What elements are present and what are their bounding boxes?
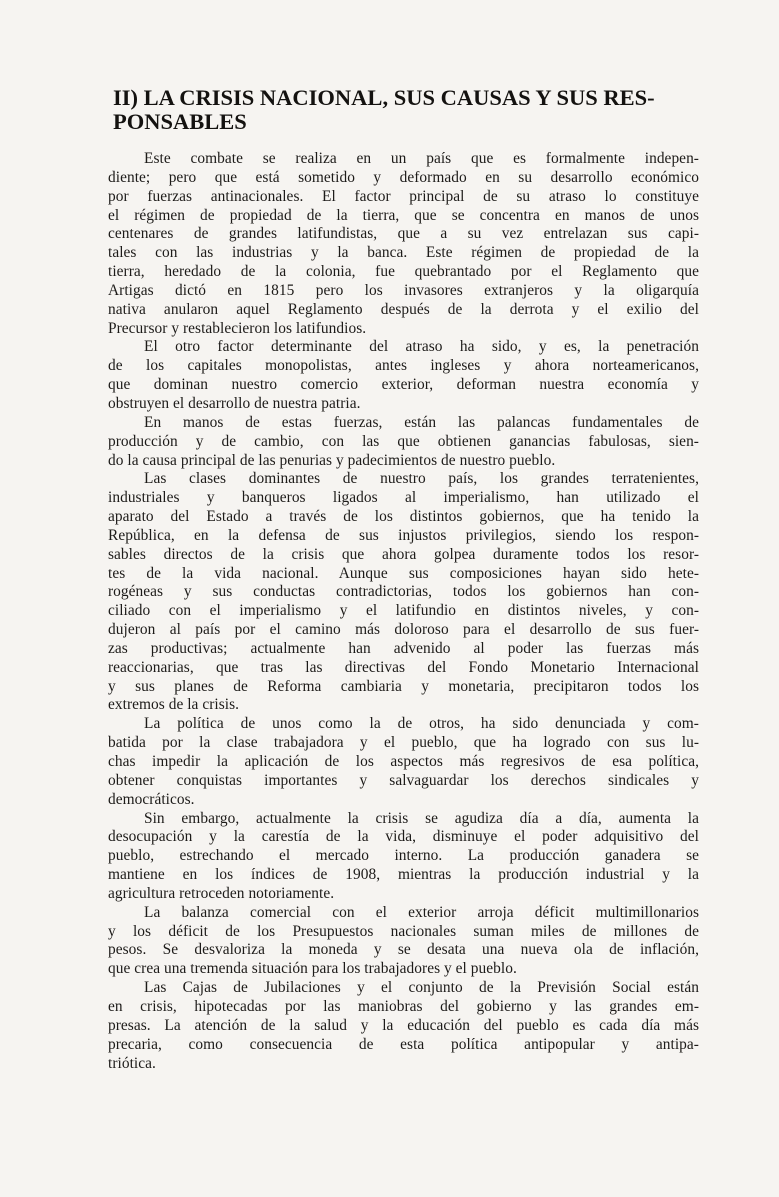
text-line: ciliado con el imperialismo y el latifundio en distintos niveles, y con-	[108, 602, 699, 620]
text-line: batida por la clase trabajadora y el pueblo, que ha logrado con sus lu-	[108, 734, 699, 752]
text-line: el régimen de propiedad de la tierra, que se concentra en manos de unos	[108, 206, 699, 224]
heading-line: II) LA CRISIS NACIONAL, SUS CAUSAS Y SUS RES-	[113, 85, 655, 110]
text-line: pueblo, estrechando el mercado interno. La producción ganadera se	[108, 847, 699, 865]
text-line: extremos de la crisis.	[108, 696, 240, 714]
text-line: industriales y banqueros ligados al imperialismo, han utilizado el	[108, 489, 699, 507]
text-line: mantiene en los índices de 1908, mientras la producción industrial y la	[108, 866, 699, 884]
text-line: Precursor y restablecieron los latifundios.	[108, 319, 367, 337]
text-line: República, en la defensa de sus injustos privilegios, siendo los respon-	[108, 526, 699, 544]
text-line: Las Cajas de Jubilaciones y el conjunto de la Previsión Social están	[144, 979, 699, 997]
text-line: El otro factor determinante del atraso ha sido, y es, la penetración	[144, 338, 699, 356]
text-line: producción y de cambio, con las que obtienen ganancias fabulosas, sien-	[108, 432, 699, 450]
text-line: obstruyen el desarrollo de nuestra patria.	[108, 394, 361, 412]
text-line: triótica.	[108, 1054, 156, 1072]
text-line: y los déficit de los Presupuestos nacionales suman miles de millones de	[108, 922, 699, 940]
text-line: sables directos de la crisis que ahora golpea duramente todos los resor-	[108, 545, 699, 563]
text-line: do la causa principal de las penurias y padecimientos de nuestro pueblo.	[108, 451, 556, 469]
paragraph	[108, 470, 699, 715]
text-line: Este combate se realiza en un país que es formalmente indepen-	[144, 150, 699, 167]
text-line: rogéneas y sus conductas contradictorias, todos los gobiernos han con-	[108, 583, 699, 601]
section-heading	[113, 86, 713, 134]
paragraph	[108, 414, 699, 471]
text-line: presas. La atención de la salud y la educación del pueblo es cada día más	[108, 1016, 699, 1034]
paragraph	[108, 150, 699, 338]
text-line: chas impedir la aplicación de los aspectos más regresivos de esa política,	[108, 753, 699, 770]
text-line: Las clases dominantes de nuestro país, los grandes terratenientes,	[144, 470, 699, 488]
text-line: dujeron al país por el camino más doloroso para el desarrollo de sus fuer-	[108, 621, 699, 639]
text-line: agricultura retroceden notoriamente.	[108, 884, 335, 902]
text-line: reaccionarias, que tras las directivas del Fondo Monetario Internacional	[108, 658, 699, 676]
paragraph	[108, 810, 699, 904]
text-line: La balanza comercial con el exterior arroja déficit multimillonarios	[144, 903, 699, 921]
text-line: En manos de estas fuerzas, están las palancas fundamentales de	[144, 413, 699, 431]
text-line: tales con las industrias y la banca. Este régimen de propiedad de la	[108, 244, 699, 262]
paragraph	[108, 715, 699, 809]
heading-line: PONSABLES	[113, 109, 247, 134]
text-line: diente; pero que está sometido y deformado en su desarrollo económico	[108, 168, 699, 186]
text-line: Sin embargo, actualmente la crisis se agudiza día a día, aumenta la	[144, 809, 699, 827]
text-line: tes de la vida nacional. Aunque sus composiciones hayan sido hete-	[108, 564, 699, 582]
text-line: tierra, heredado de la colonia, fue quebrantado por el Reglamento que	[108, 263, 699, 281]
text-line: que crea una tremenda situación para los trabajadores y el pueblo.	[108, 960, 517, 978]
text-line: La política de unos como la de otros, ha sido denunciada y com-	[144, 715, 699, 733]
text-line: democráticos.	[108, 790, 195, 808]
text-line: que dominan nuestro comercio exterior, deforman nuestra economía y	[108, 376, 699, 394]
paragraph	[108, 979, 699, 1073]
text-line: de los capitales monopolistas, antes ingleses y ahora norteamericanos,	[108, 357, 699, 375]
text-line: obtener conquistas importantes y salvaguardar los derechos sindicales y	[108, 771, 699, 789]
text-line: en crisis, hipotecadas por las maniobras del gobierno y las grandes em-	[108, 997, 699, 1015]
text-line: desocupación y la carestía de la vida, disminuye el poder adquisitivo del	[108, 828, 699, 846]
text-line: centenares de grandes latifundistas, que a su vez entrelazan sus capi-	[108, 225, 699, 243]
body-text	[108, 150, 699, 1073]
text-line: pesos. Se desvaloriza la moneda y se desata una nueva ola de inflación,	[108, 941, 699, 959]
text-line: Artigas dictó en 1815 pero los invasores extranjeros y la oligarquía	[108, 281, 699, 299]
text-line: nativa anularon aquel Reglamento después de la derrota y el exilio del	[108, 300, 699, 318]
text-line: aparato del Estado a través de los distintos gobiernos, que ha tenido la	[108, 508, 699, 526]
paragraph	[108, 338, 699, 413]
text-line: zas productivas; actualmente han advenido al poder las fuerzas más	[108, 639, 699, 657]
text-line: por fuerzas antinacionales. El factor principal de su atraso lo constituye	[108, 187, 699, 205]
text-line: y sus planes de Reforma cambiaria y monetaria, precipitaron todos los	[108, 677, 699, 695]
paragraph	[108, 904, 699, 979]
text-line: precaria, como consecuencia de esta política antipopular y antipa-	[108, 1035, 699, 1053]
